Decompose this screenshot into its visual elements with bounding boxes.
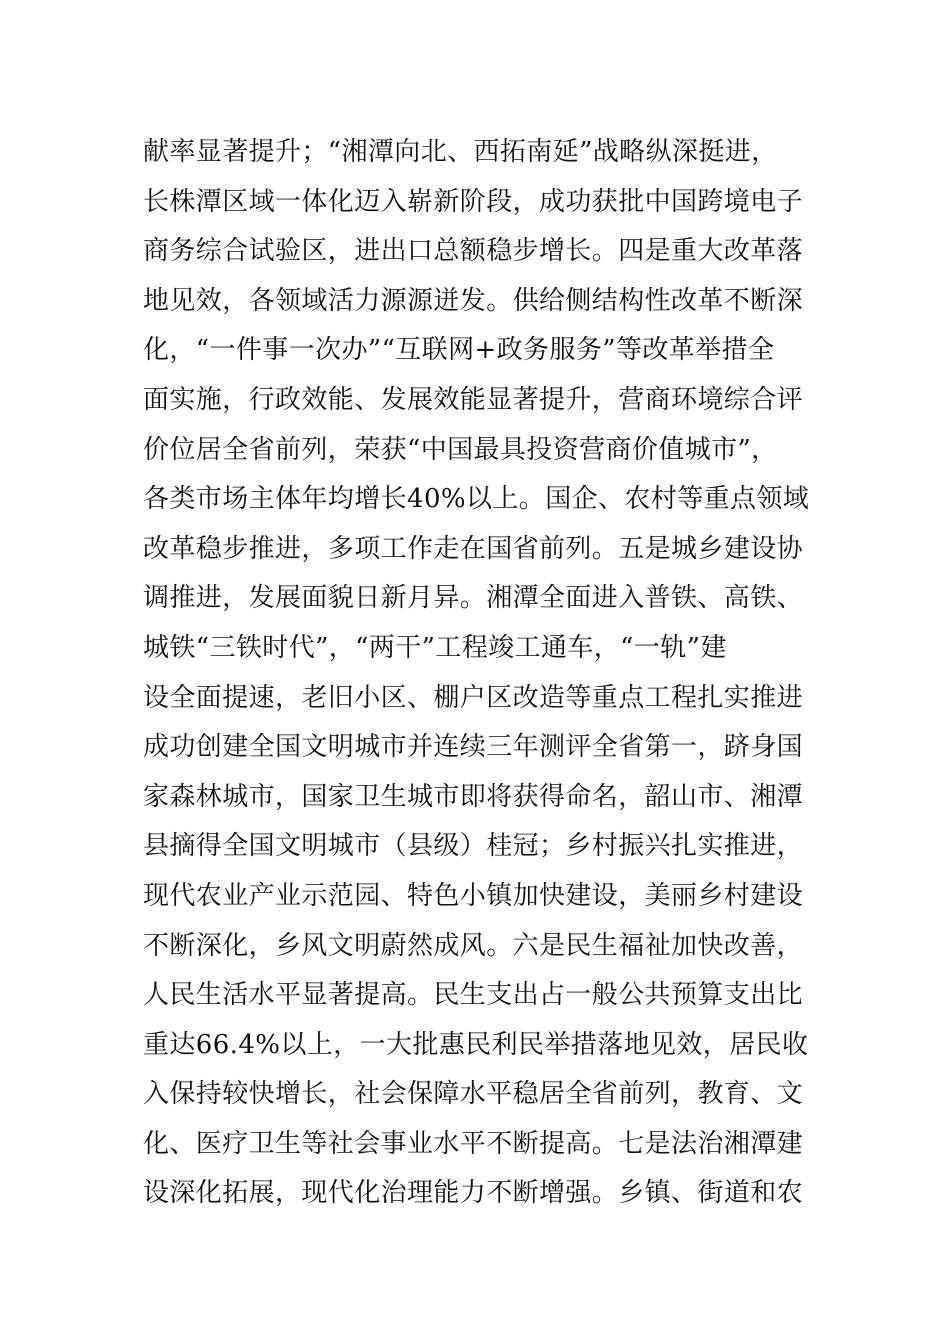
body-text [143, 128, 823, 1219]
text-line: 献率显著提升；“湘潭向北、西拓南延”战略纵深挺进， [143, 137, 778, 167]
text-line: 设全面提速，老旧小区、棚户区改造等重点工程扎实推进 [143, 682, 804, 713]
text-line: 地见效，各领域活力源源迸发。供给侧结构性改革不断深 [143, 285, 804, 316]
text-line: 城铁“三铁时代”，“两干”工程竣工通车，“一轨”建 [143, 632, 727, 663]
text-line: 化、医疗卫生等社会事业水平不断提高。七是法治湘潭建 [143, 1128, 804, 1159]
text-line: 不断深化，乡风文明蔚然成风。六是民生福祉加快改善， [143, 930, 804, 961]
text-line: 改革稳步推进，多项工作走在国省前列。五是城乡建设协 [143, 533, 804, 564]
text-line: 入保持较快增长，社会保障水平稳居全省前列，教育、文 [143, 1079, 804, 1110]
text-line: 县摘得全国文明城市（县级）桂冠；乡村振兴扎实推进， [143, 831, 804, 862]
text-line: 价位居全省前列，荣获“中国最具投资营商价值城市”， [143, 434, 778, 465]
text-line: 重达66.4%以上，一大批惠民利民举措落地见效，居民收 [143, 1029, 809, 1060]
text-line: 化，“一件事一次办”“互联网+政务服务”等改革举措全 [143, 335, 775, 366]
text-line: 面实施，行政效能、发展效能显著提升，营商环境综合评 [143, 384, 804, 415]
text-line: 调推进，发展面貌日新月异。湘潭全面进入普铁、高铁、 [143, 583, 804, 614]
text-line: 家森林城市，国家卫生城市即将获得命名，韶山市、湘潭 [143, 781, 804, 812]
text-line: 各类市场主体年均增长40%以上。国企、农村等重点领域 [143, 484, 810, 515]
text-line: 成功创建全国文明城市并连续三年测评全省第一，跻身国 [143, 732, 804, 763]
text-line: 设深化拓展，现代化治理能力不断增强。乡镇、街道和农 [143, 1178, 804, 1209]
text-line: 商务综合试验区，进出口总额稳步增长。四是重大改革落 [143, 236, 804, 267]
text-line: 长株潭区域一体化迈入崭新阶段，成功获批中国跨境电子 [143, 186, 804, 217]
text-line: 人民生活水平显著提高。民生支出占一般公共预算支出比 [143, 980, 804, 1011]
text-line: 现代农业产业示范园、特色小镇加快建设，美丽乡村建设 [143, 880, 804, 911]
